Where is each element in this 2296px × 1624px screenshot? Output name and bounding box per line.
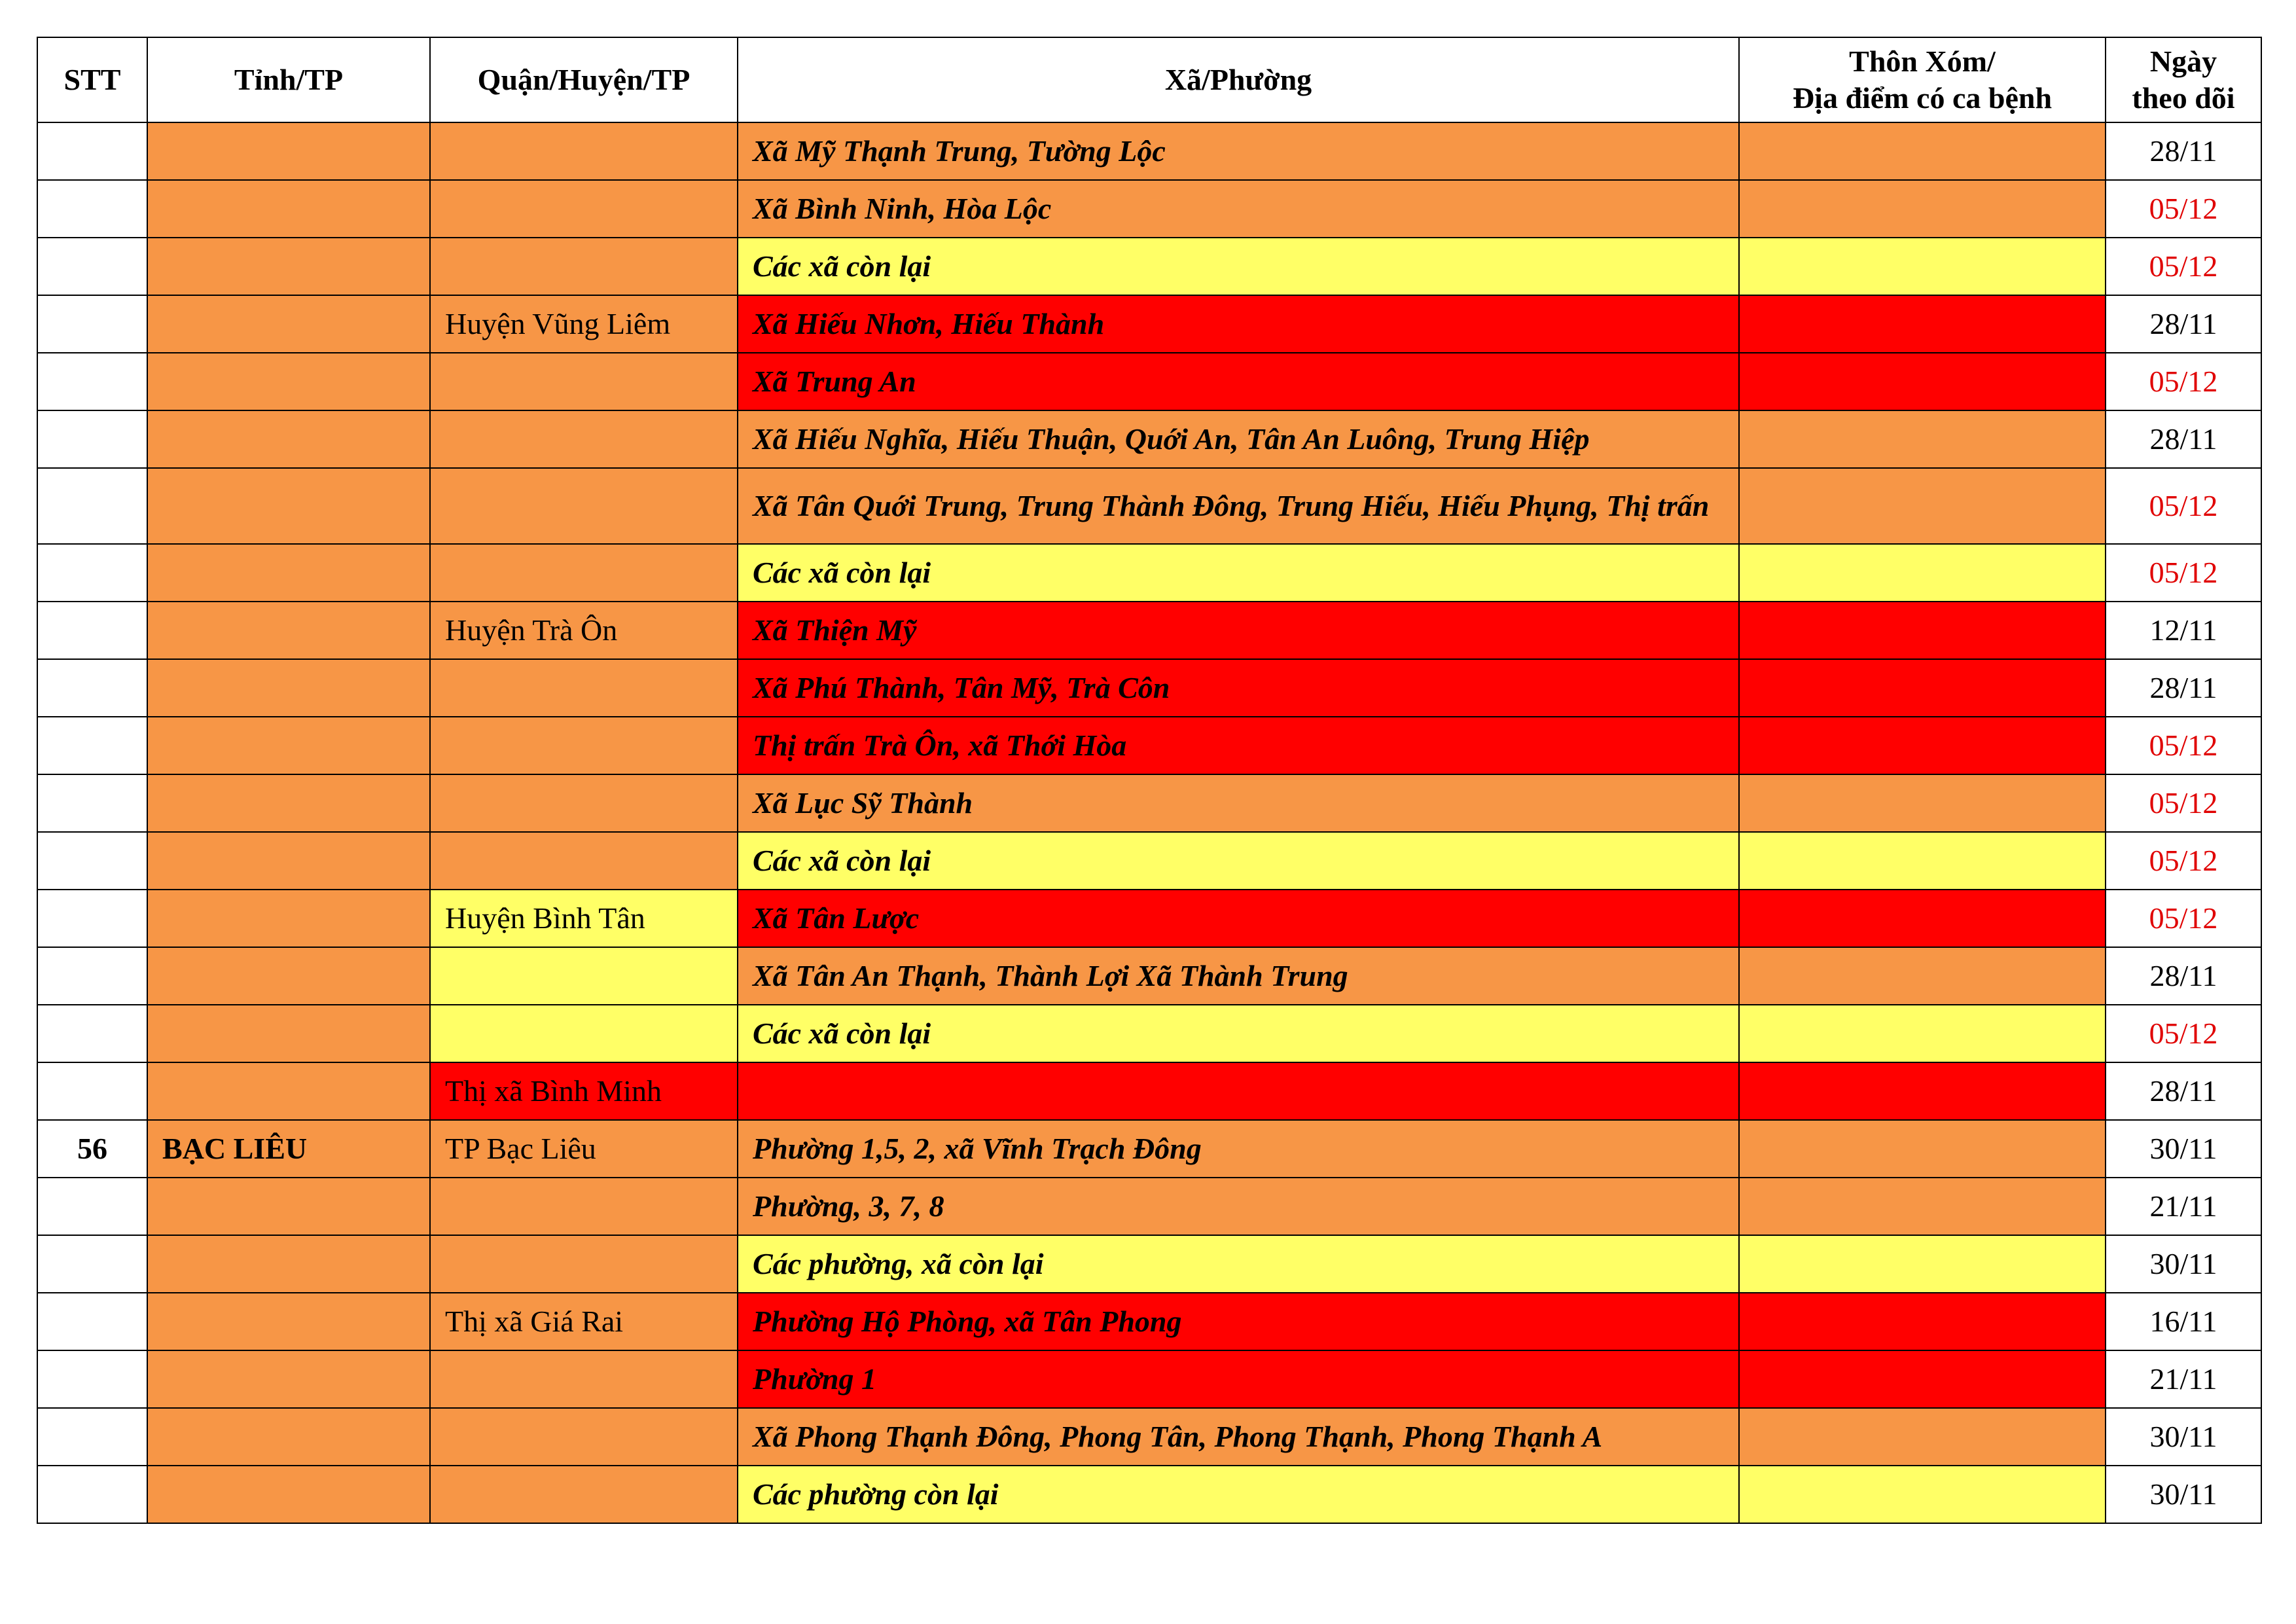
- cell-location: [1739, 659, 2106, 717]
- cell-district: [430, 1350, 738, 1408]
- cell-province: [147, 1178, 430, 1235]
- covid-risk-level-table: [37, 37, 2262, 1524]
- cell-date: 05/12: [2106, 717, 2261, 774]
- cell-location: [1739, 717, 2106, 774]
- header-location: [1739, 37, 2106, 122]
- cell-district: Thị xã Giá Rai: [430, 1293, 738, 1350]
- cell-ward: Các xã còn lại: [738, 238, 1739, 295]
- cell-location: [1739, 353, 2106, 410]
- cell-district: [430, 1235, 738, 1293]
- cell-district: [430, 832, 738, 890]
- cell-date: 05/12: [2106, 353, 2261, 410]
- table-row: [37, 717, 2261, 774]
- cell-ward: Các phường còn lại: [738, 1466, 1739, 1523]
- cell-location: [1739, 468, 2106, 544]
- cell-ward: Xã Tân An Thạnh, Thành Lợi Xã Thành Trung: [738, 947, 1739, 1005]
- cell-ward: [738, 1062, 1739, 1120]
- cell-location: [1739, 774, 2106, 832]
- cell-ward: Xã Bình Ninh, Hòa Lộc: [738, 180, 1739, 238]
- cell-district: [430, 1178, 738, 1235]
- cell-stt: 56: [37, 1120, 147, 1178]
- cell-date: 28/11: [2106, 295, 2261, 353]
- cell-location: [1739, 1235, 2106, 1293]
- cell-province: [147, 890, 430, 947]
- cell-province: [147, 238, 430, 295]
- cell-district: [430, 410, 738, 468]
- table-row: [37, 180, 2261, 238]
- cell-location: [1739, 832, 2106, 890]
- header-date-line1: Ngày: [2149, 45, 2217, 78]
- cell-stt: [37, 1466, 147, 1523]
- cell-province: [147, 1466, 430, 1523]
- cell-date: 21/11: [2106, 1178, 2261, 1235]
- cell-district: Thị xã Bình Minh: [430, 1062, 738, 1120]
- table-row: [37, 122, 2261, 180]
- cell-district: TP Bạc Liêu: [430, 1120, 738, 1178]
- cell-location: [1739, 1062, 2106, 1120]
- cell-ward: Xã Hiếu Nghĩa, Hiếu Thuận, Quới An, Tân An Luông, Trung Hiệp: [738, 410, 1739, 468]
- cell-province: [147, 122, 430, 180]
- cell-stt: [37, 659, 147, 717]
- cell-location: [1739, 1350, 2106, 1408]
- cell-stt: [37, 774, 147, 832]
- cell-date: 28/11: [2106, 1062, 2261, 1120]
- cell-district: [430, 717, 738, 774]
- table-row: [37, 659, 2261, 717]
- cell-ward: Các xã còn lại: [738, 544, 1739, 602]
- table-row: [37, 1178, 2261, 1235]
- cell-location: [1739, 544, 2106, 602]
- table-row: [37, 947, 2261, 1005]
- cell-province: [147, 468, 430, 544]
- cell-location: [1739, 180, 2106, 238]
- table-row: [37, 1120, 2261, 1178]
- cell-stt: [37, 1408, 147, 1466]
- header-row: [37, 37, 2261, 122]
- table-row: [37, 410, 2261, 468]
- header-province: Tỉnh/TP: [147, 37, 430, 122]
- cell-ward: Phường 1: [738, 1350, 1739, 1408]
- cell-stt: [37, 717, 147, 774]
- cell-date: 30/11: [2106, 1408, 2261, 1466]
- cell-district: [430, 353, 738, 410]
- table-row: [37, 1466, 2261, 1523]
- cell-ward: Xã Thiện Mỹ: [738, 602, 1739, 659]
- cell-date: 30/11: [2106, 1235, 2261, 1293]
- table-row: [37, 1235, 2261, 1293]
- cell-date: 05/12: [2106, 1005, 2261, 1062]
- cell-date: 05/12: [2106, 468, 2261, 544]
- cell-ward: Xã Hiếu Nhơn, Hiếu Thành: [738, 295, 1739, 353]
- cell-province: BẠC LIÊU: [147, 1120, 430, 1178]
- table-row: [37, 1350, 2261, 1408]
- cell-date: 05/12: [2106, 890, 2261, 947]
- cell-province: [147, 717, 430, 774]
- cell-stt: [37, 122, 147, 180]
- cell-stt: [37, 410, 147, 468]
- cell-ward: Thị trấn Trà Ôn, xã Thới Hòa: [738, 717, 1739, 774]
- table-body: [37, 122, 2261, 1523]
- cell-ward: Các xã còn lại: [738, 1005, 1739, 1062]
- cell-location: [1739, 238, 2106, 295]
- cell-date: 05/12: [2106, 832, 2261, 890]
- cell-stt: [37, 468, 147, 544]
- cell-ward: Xã Tân Lược: [738, 890, 1739, 947]
- table-row: [37, 238, 2261, 295]
- cell-district: Huyện Trà Ôn: [430, 602, 738, 659]
- cell-location: [1739, 947, 2106, 1005]
- table-row: [37, 602, 2261, 659]
- cell-stt: [37, 1005, 147, 1062]
- cell-stt: [37, 238, 147, 295]
- cell-province: [147, 353, 430, 410]
- table-row: [37, 774, 2261, 832]
- cell-location: [1739, 1005, 2106, 1062]
- cell-date: 05/12: [2106, 180, 2261, 238]
- cell-date: 05/12: [2106, 238, 2261, 295]
- cell-location: [1739, 1120, 2106, 1178]
- cell-location: [1739, 1466, 2106, 1523]
- cell-district: [430, 122, 738, 180]
- cell-ward: Các xã còn lại: [738, 832, 1739, 890]
- cell-date: 28/11: [2106, 947, 2261, 1005]
- header-district: Quận/Huyện/TP: [430, 37, 738, 122]
- cell-district: [430, 544, 738, 602]
- cell-province: [147, 295, 430, 353]
- table-row: [37, 1408, 2261, 1466]
- cell-district: [430, 947, 738, 1005]
- cell-ward: Xã Phú Thành, Tân Mỹ, Trà Côn: [738, 659, 1739, 717]
- cell-province: [147, 1062, 430, 1120]
- cell-province: [147, 1350, 430, 1408]
- table-row: [37, 832, 2261, 890]
- cell-district: [430, 468, 738, 544]
- header-ward: Xã/Phường: [738, 37, 1739, 122]
- cell-ward: Xã Mỹ Thạnh Trung, Tường Lộc: [738, 122, 1739, 180]
- cell-date: 05/12: [2106, 544, 2261, 602]
- cell-province: [147, 544, 430, 602]
- cell-province: [147, 602, 430, 659]
- cell-province: [147, 1005, 430, 1062]
- cell-ward: Các phường, xã còn lại: [738, 1235, 1739, 1293]
- table-row: [37, 353, 2261, 410]
- cell-stt: [37, 1062, 147, 1120]
- cell-stt: [37, 544, 147, 602]
- cell-stt: [37, 602, 147, 659]
- cell-ward: Xã Tân Quới Trung, Trung Thành Đông, Trung Hiếu, Hiếu Phụng, Thị trấn: [738, 468, 1739, 544]
- cell-province: [147, 832, 430, 890]
- cell-ward: Xã Phong Thạnh Đông, Phong Tân, Phong Thạnh, Phong Thạnh A: [738, 1408, 1739, 1466]
- cell-district: [430, 180, 738, 238]
- cell-date: 30/11: [2106, 1120, 2261, 1178]
- cell-district: [430, 1408, 738, 1466]
- cell-ward: Xã Trung An: [738, 353, 1739, 410]
- cell-date: 16/11: [2106, 1293, 2261, 1350]
- cell-province: [147, 1235, 430, 1293]
- cell-location: [1739, 1293, 2106, 1350]
- cell-province: [147, 1293, 430, 1350]
- cell-date: 30/11: [2106, 1466, 2261, 1523]
- cell-stt: [37, 180, 147, 238]
- cell-stt: [37, 295, 147, 353]
- cell-stt: [37, 1178, 147, 1235]
- table-row: [37, 1062, 2261, 1120]
- header-location-line1: Thôn Xóm/: [1849, 45, 1996, 78]
- table-row: [37, 468, 2261, 544]
- cell-location: [1739, 890, 2106, 947]
- cell-district: Huyện Vũng Liêm: [430, 295, 738, 353]
- cell-stt: [37, 1293, 147, 1350]
- table-row: [37, 295, 2261, 353]
- cell-province: [147, 947, 430, 1005]
- cell-date: 12/11: [2106, 602, 2261, 659]
- cell-stt: [37, 353, 147, 410]
- cell-province: [147, 1408, 430, 1466]
- cell-province: [147, 774, 430, 832]
- table-header: [37, 37, 2261, 122]
- cell-location: [1739, 122, 2106, 180]
- cell-date: 28/11: [2106, 410, 2261, 468]
- cell-stt: [37, 1350, 147, 1408]
- cell-location: [1739, 410, 2106, 468]
- cell-location: [1739, 1408, 2106, 1466]
- cell-ward: Xã Lục Sỹ Thành: [738, 774, 1739, 832]
- cell-stt: [37, 832, 147, 890]
- cell-province: [147, 659, 430, 717]
- table-row: [37, 890, 2261, 947]
- cell-stt: [37, 890, 147, 947]
- cell-date: 05/12: [2106, 774, 2261, 832]
- cell-date: 28/11: [2106, 122, 2261, 180]
- cell-location: [1739, 602, 2106, 659]
- cell-district: [430, 1005, 738, 1062]
- cell-ward: Phường, 3, 7, 8: [738, 1178, 1739, 1235]
- cell-district: [430, 238, 738, 295]
- table-row: [37, 544, 2261, 602]
- header-date-line2: theo dõi: [2132, 81, 2235, 115]
- cell-district: [430, 1466, 738, 1523]
- cell-date: 28/11: [2106, 659, 2261, 717]
- cell-ward: Phường 1,5, 2, xã Vĩnh Trạch Đông: [738, 1120, 1739, 1178]
- cell-district: [430, 659, 738, 717]
- header-location-line2: Địa điểm có ca bệnh: [1792, 81, 2053, 115]
- cell-stt: [37, 1235, 147, 1293]
- cell-date: 21/11: [2106, 1350, 2261, 1408]
- cell-district: [430, 774, 738, 832]
- cell-province: [147, 410, 430, 468]
- header-stt: STT: [37, 37, 147, 122]
- cell-province: [147, 180, 430, 238]
- cell-location: [1739, 1178, 2106, 1235]
- cell-district: Huyện Bình Tân: [430, 890, 738, 947]
- header-date: [2106, 37, 2261, 122]
- cell-ward: Phường Hộ Phòng, xã Tân Phong: [738, 1293, 1739, 1350]
- cell-location: [1739, 295, 2106, 353]
- table-row: [37, 1005, 2261, 1062]
- cell-stt: [37, 947, 147, 1005]
- table-row: [37, 1293, 2261, 1350]
